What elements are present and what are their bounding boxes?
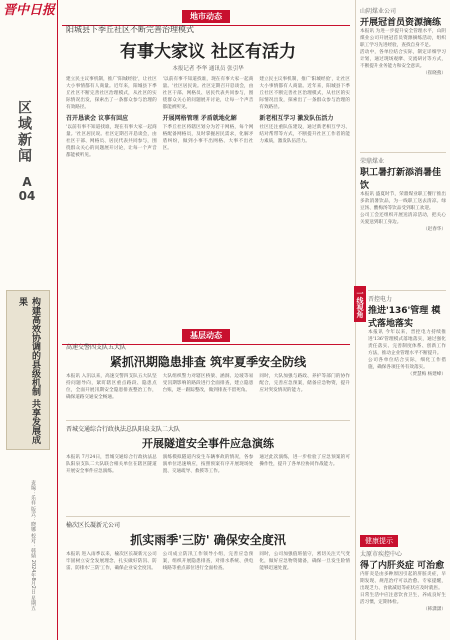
side4-paragraph: 日常生活中应注意饮食卫生，养成良好生活习惯，定期体检。 bbox=[360, 593, 446, 605]
side4-credit: （韩潇潇） bbox=[423, 607, 446, 612]
story4-paragraph: 公司成立防汛工作领导小组，完善应急预案，组织开展隐患排查，对排水系统、供电线路等重点部位进行全面检查。 bbox=[162, 552, 254, 571]
lead-subhead: 召开恳谈会 议事有回应 bbox=[66, 115, 129, 122]
lead-subhead: 新老相互学习 激发队伍活力 bbox=[259, 115, 334, 122]
side2-credit: （赵春华） bbox=[423, 227, 446, 232]
side1-paragraph: 本报讯 为进一步提升安全管理水平，山阴煤业公司开展冠首员资源摘练活动，组织职工学习先进经验，查找自身不足。 bbox=[360, 29, 446, 48]
story3-paragraph: 通过此次演练，进一步检验了应急预案的可操作性，提升了各单位协同作战能力。 bbox=[259, 455, 351, 467]
story4-paragraph: 同时，公司加强值班值守，密切关注天气变化，做好应急物资储备，确保一旦发生险情能够迅速处置。 bbox=[259, 552, 351, 571]
side2-kicker: 荣鼎煤业 bbox=[360, 158, 385, 165]
lead-story bbox=[66, 24, 350, 159]
masthead-logo: 晋中日报 bbox=[2, 3, 55, 18]
lead-subhead: 开展网格管理 矛盾就地化解 bbox=[162, 115, 237, 122]
story-tunnel-drill bbox=[66, 420, 350, 475]
side-story-2 bbox=[360, 152, 446, 233]
footer-info: 责编：乐祥 版式：晓娜 校对：韩婧 2024年8月2日 星期五 bbox=[30, 480, 36, 611]
health-tip-tag: 健康提示 bbox=[360, 535, 398, 547]
section-label: 基层动态 bbox=[182, 329, 230, 342]
story2-paragraph: 同时，大队加强与路政、养护等部门的协作配合，完善应急预案，储备应急物资，提升应对突发情况的能力。 bbox=[259, 374, 351, 393]
left-rail bbox=[0, 0, 58, 640]
story2-headline: 紧抓汛期隐患排查 筑牢夏季安全防线 bbox=[109, 355, 307, 369]
side4-headline: 得了内肝炎症 可治愈 bbox=[360, 561, 445, 571]
side-story-1 bbox=[360, 6, 446, 77]
lead-paragraph: 建立民主议事机制，推广'阳城经验'，让社区大小事情都有人商量。近年来，阳城县下季丘社区不断完善社区治理模式，从社区的实际情况出发，探索出了一条群众参与治理的有效路径。 bbox=[66, 77, 157, 110]
story4-body bbox=[66, 551, 350, 572]
story3-kicker: 晋城交通综合行政执法总队阳泉支队二大队 bbox=[66, 426, 181, 433]
side3-headline: 推进'136'管理 模式落地落实 bbox=[368, 306, 441, 329]
side1-headline: 开展冠首员资源摘练 bbox=[360, 18, 442, 28]
lead-paragraph: '以前有事不知道找谁，现在有事大家一起商量。'社区居民说。社区定期召开恳谈会，由社区干部、网格员、居民代表共同参与，围绕群众关心的问题展开讨论，让每一个声音都能被听见。 bbox=[162, 77, 254, 110]
lead-paragraph: 社区还注重队伍建设，通过新老相互学习、结对帮带等方式，不断提升社区工作者的能力素质，激发队伍活力。 bbox=[259, 125, 351, 144]
side1-paragraph: 活动中，各单位结合实际，制定详细学习计划，通过现场观摩、交流研讨等方式，不断提升业务能力和安全意识。 bbox=[360, 50, 446, 69]
story4-headline: 抓实雨季'三防' 确保安全度汛 bbox=[130, 533, 286, 547]
section-label: 地市动态 bbox=[182, 10, 230, 23]
lead-paragraph: 下季丘社区将辖区划分为若干网格，每个网格配备网格员，及时掌握居民需求，化解矛盾纠纷，做到小事不出网格、大事不出社区。 bbox=[162, 125, 254, 151]
story4-paragraph: 本报讯 进入雨季以来，榆次区长凝新元公司牢固树立安全发展理念，扎实做好防汛、防雷、防排水'三防'工作，确保企业安全度汛。 bbox=[66, 552, 157, 571]
lead-byline: 本报记者 李华 通讯员 张引华 bbox=[172, 66, 244, 72]
story4-kicker: 榆次区长凝新元公司 bbox=[66, 522, 121, 529]
top-section-bar bbox=[62, 4, 350, 26]
side4-paragraph: 内肝炎是由多种原因引起的肝脏炎症，早期发现、规范治疗可以治愈。专家提醒，出现乏力、食欲减退等症状应及时就医。 bbox=[360, 572, 446, 591]
side-story-4 bbox=[360, 528, 446, 613]
page-number: A 04 bbox=[18, 175, 36, 203]
story2-kicker: 高速交警四支队五大队 bbox=[66, 344, 127, 351]
side3-paragraph: 本报讯 今年以来，晋控电力持续推进'136'管理模式落地落实，通过强化责任落实、完善制度体系、创新工作方法，推动企业管理水平不断提升。 bbox=[368, 330, 446, 356]
lead-headline: 有事大家议 社区有活力 bbox=[120, 42, 296, 62]
story-flood-check bbox=[66, 342, 350, 401]
lead-body bbox=[66, 76, 350, 159]
story3-body bbox=[66, 454, 350, 475]
side3-credit: （贾慧梅 杨建峰） bbox=[407, 372, 446, 377]
section-name: 区域新闻 bbox=[16, 100, 32, 164]
side3-kicker: 晋控电力 bbox=[368, 296, 393, 303]
story2-body bbox=[66, 373, 350, 401]
side3-paragraph: 公司各单位结合实际，细化工作措施，确保各项任务有效落实。 bbox=[368, 358, 446, 370]
side-story-3 bbox=[368, 290, 446, 378]
story3-paragraph: 本报讯 7月24日，晋城交通综合行政执法总队阳泉支队二大队联合相关单位在辖区隧道开展安全事件应急演练。 bbox=[66, 455, 157, 474]
story2-paragraph: 大队组织警力对辖区桥梁、涵洞、边坡等易受汛期影响的路段进行全面排查，建立隐患台账，逐一跟踪整改，做到排查不留死角。 bbox=[162, 374, 254, 393]
story3-paragraph: 演练模拟隧道内发生车辆事故的情况，各参演单位迅速响应，按照预案有序开展现场处置、交通疏导、救援等工作。 bbox=[162, 455, 254, 474]
frontline-tag: 一线视角 bbox=[354, 286, 366, 322]
slogan-box bbox=[6, 290, 50, 450]
side4-kicker: 太原市疾控中心 bbox=[360, 551, 403, 558]
side1-kicker: 山阴煤业公司 bbox=[360, 8, 397, 15]
lead-paragraph: '以前有事不知道找谁，现在有事大家一起商量。'社区居民说。社区定期召开恳谈会，由社区干部、网格员、居民代表共同参与，围绕群众关心的问题展开讨论，让每一个声音都能被听见。 bbox=[66, 125, 157, 158]
side2-paragraph: 本报讯 盛夏时节，荣鼎煤业职工餐厅推出多款消暑饮品，为一线职工送去清凉。绿豆汤、酸梅汤等饮品受到职工欢迎。 bbox=[360, 192, 446, 211]
side-column bbox=[355, 0, 447, 640]
story-rain-safety bbox=[66, 516, 350, 572]
side2-paragraph: 公司工会还组织开展送清凉活动，把关心关爱送到职工身边。 bbox=[360, 213, 446, 225]
side2-headline: 职工暑打新添消暑佳饮 bbox=[360, 168, 442, 191]
main-column bbox=[62, 0, 350, 640]
lead-paragraph: 建立民主议事机制，推广'阳城经验'，让社区大小事情都有人商量。近年来，阳城县下季丘社区不断完善社区治理模式，从社区的实际情况出发，探索出了一条群众参与治理的有效路径。 bbox=[259, 77, 351, 110]
slogan-text: 构建高效协调的县级机制 共享发展成果 bbox=[17, 297, 40, 445]
story3-headline: 开展隧道安全事件应急演练 bbox=[142, 437, 274, 450]
lead-kicker: 阳城县下季丘社区不断完善治理模式 bbox=[66, 25, 194, 34]
side1-credit: （崔晓燕） bbox=[423, 71, 446, 76]
story2-paragraph: 本报讯 入汛以来，高速交警四支队五大队坚持问题导向，紧盯辖区重点路段、隐患点位，全面开展汛期安全隐患排查整治工作，确保道路交通安全畅通。 bbox=[66, 374, 157, 400]
